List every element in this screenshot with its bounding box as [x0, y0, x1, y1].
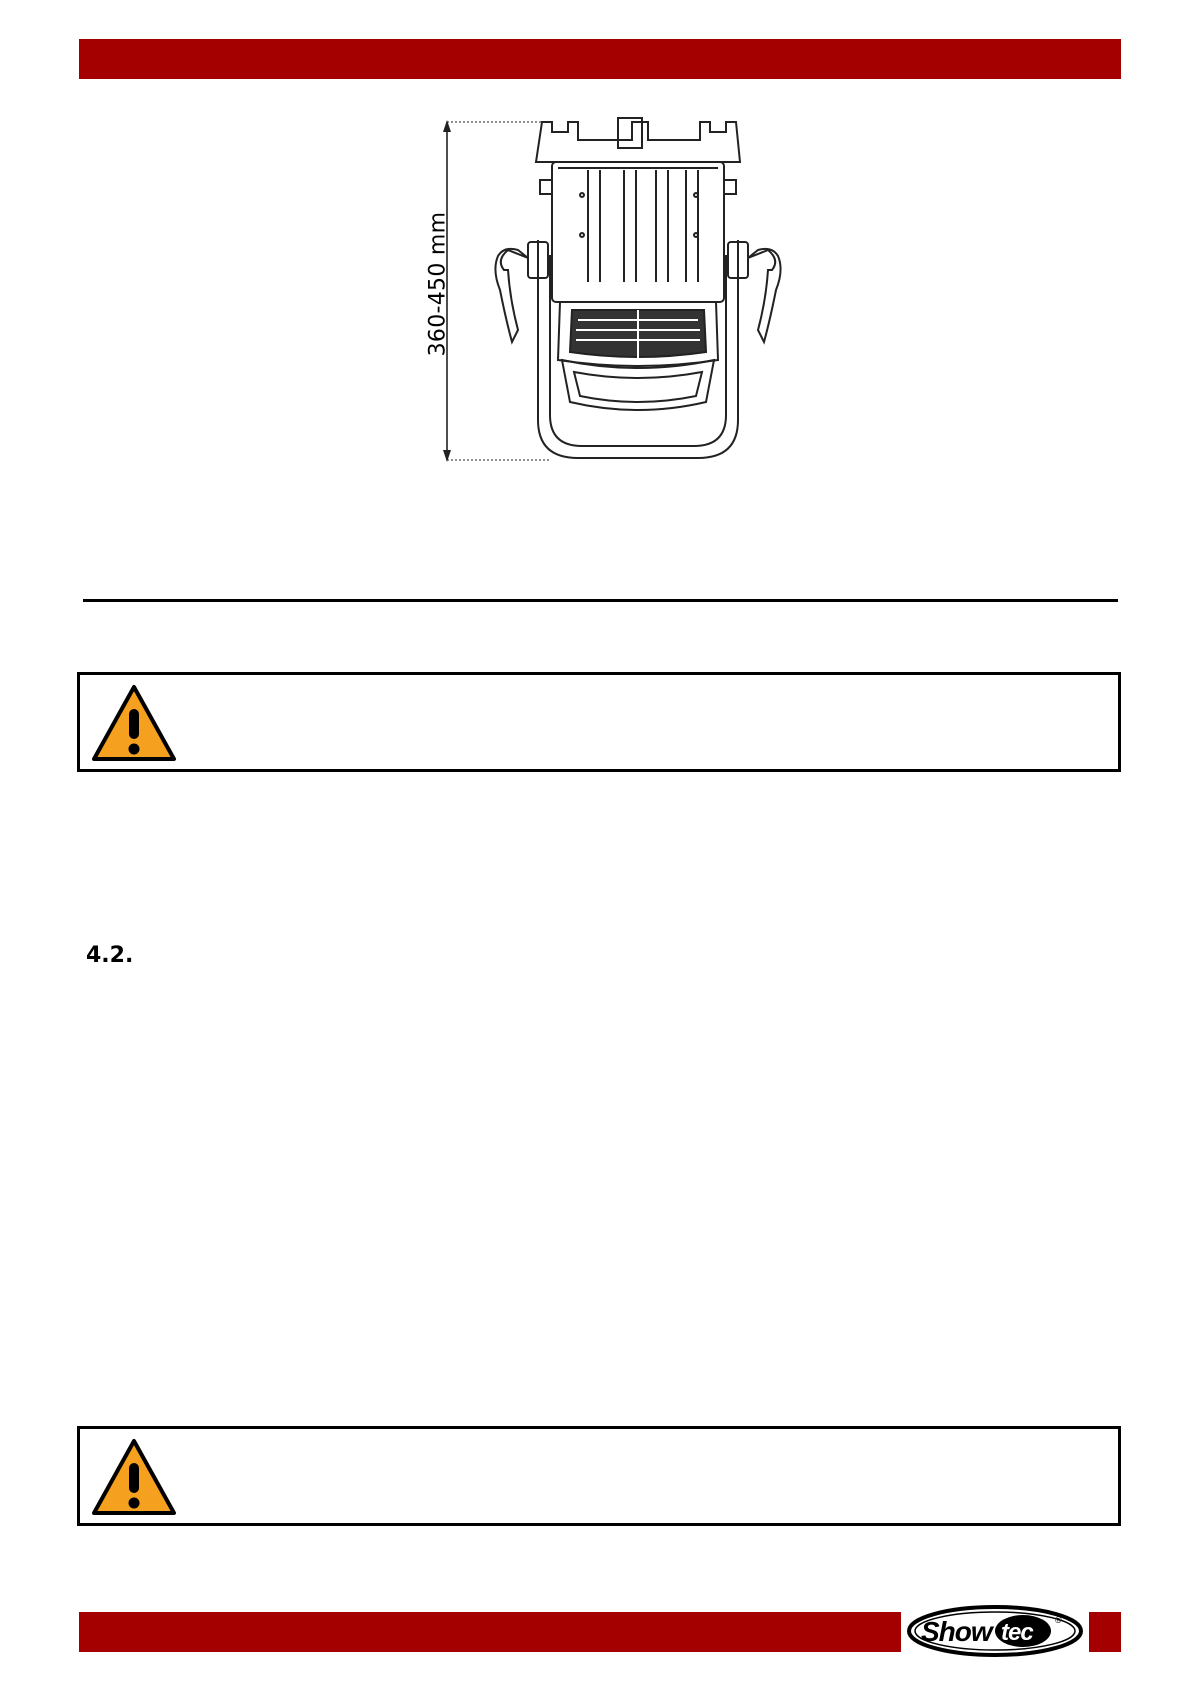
footer-bar-end [1089, 1612, 1121, 1652]
svg-text:Show: Show [921, 1616, 992, 1647]
header-bar [79, 39, 1121, 79]
product-drawing [400, 110, 800, 470]
dimension-label: 360-450 mm [425, 211, 451, 357]
section-divider [83, 599, 1118, 602]
svg-text:®: ® [1055, 1615, 1062, 1625]
warning-triangle-icon [90, 1437, 178, 1517]
warning-box [77, 1426, 1121, 1526]
warning-triangle-icon [90, 683, 178, 763]
warning-box [77, 672, 1121, 772]
showtec-logo [905, 1603, 1085, 1659]
section-number: 4.2. [86, 943, 134, 968]
svg-text:tec: tec [1001, 1619, 1033, 1646]
footer-bar [79, 1612, 901, 1652]
